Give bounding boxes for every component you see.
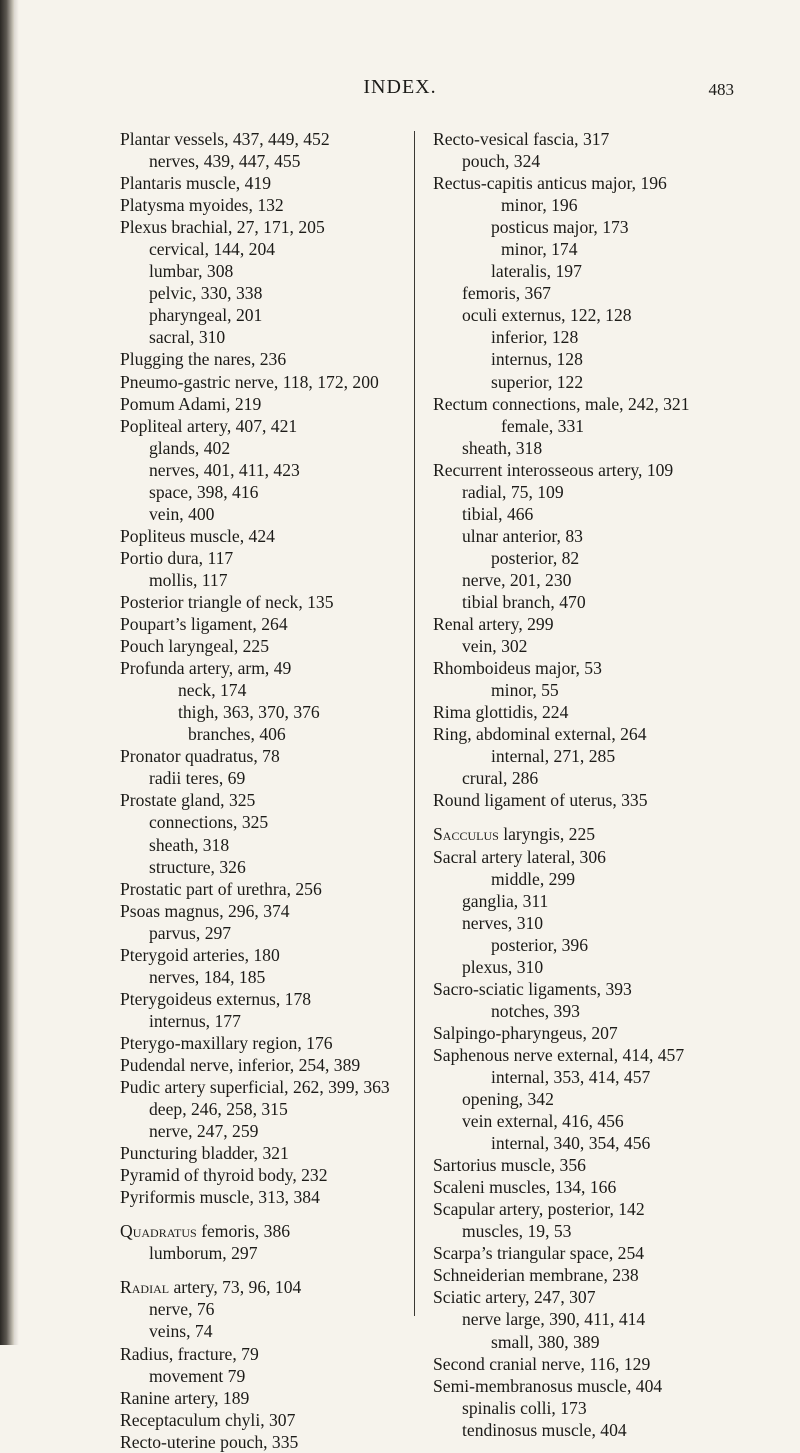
index-entry: small, 380, 389 [491,1331,600,1352]
binding-edge [14,0,19,1345]
index-entry: Posterior triangle of neck, 135 [120,591,334,612]
entry-lead-word: Radial [120,1277,170,1298]
index-entry: opening, 342 [462,1089,554,1110]
index-entry: Pudendal nerve, inferior, 254, 389 [120,1054,361,1075]
index-entry: plexus, 310 [462,956,544,977]
index-entry: Ring, abdominal external, 264 [433,724,647,745]
index-entry: ganglia, 311 [462,890,549,911]
index-entry: Pterygoideus externus, 178 [120,988,312,1009]
index-entry: posterior, 82 [491,547,580,568]
index-entry: Sciatic artery, 247, 307 [433,1287,596,1308]
index-entry: pharyngeal, 201 [149,305,263,326]
index-entry: Scarpa’s triangular space, 254 [433,1243,645,1264]
index-entry: pouch, 324 [462,151,541,172]
index-entry: Pterygo-maxillary region, 176 [120,1032,333,1053]
index-entry: connections, 325 [149,812,269,833]
index-entry: Rectum connections, male, 242, 321 [433,393,690,414]
entry-lead-word: Sacculus [433,824,499,845]
index-entry: tibial, 466 [462,503,534,524]
index-entry: tibial branch, 470 [462,591,586,612]
index-entry: Sacro-sciatic ligaments, 393 [433,978,632,999]
page-title: INDEX. [363,76,437,98]
index-entry: notches, 393 [491,1000,580,1021]
index-entry: inferior, 128 [491,327,579,348]
index-entry: minor, 55 [491,680,559,701]
index-entry: minor, 196 [501,195,578,216]
index-entry: Pouch laryngeal, 225 [120,636,270,657]
index-entry: sheath, 318 [149,834,230,855]
column-divider [414,131,415,1316]
index-entry: lumborum, 297 [149,1243,258,1264]
index-entry: female, 331 [501,415,585,436]
index-entry: Ranine artery, 189 [120,1387,250,1408]
index-entry: nerves, 310 [462,912,544,933]
index-entry: Poupart’s ligament, 264 [120,614,288,635]
index-entry: Popliteus muscle, 424 [120,525,275,546]
index-entry: Pyramid of thyroid body, 232 [120,1165,328,1186]
index-entry: muscles, 19, 53 [462,1221,572,1242]
index-entry: Round ligament of uterus, 335 [433,790,648,811]
index-entry: femoris, 367 [462,283,551,304]
index-entry: Platysma myoides, 132 [120,195,284,216]
index-entry: Puncturing bladder, 321 [120,1143,289,1164]
index-entry: tendinosus muscle, 404 [462,1419,627,1440]
index-entry: Pudic artery superficial, 262, 399, 363 [120,1077,390,1098]
index-entry: glands, 402 [149,437,231,458]
index-entry: Salpingo-pharyngeus, 207 [433,1022,618,1043]
index-entry: radii teres, 69 [149,768,246,789]
index-entry: Plugging the nares, 236 [120,349,287,370]
index-entry: nerve large, 390, 411, 414 [462,1309,646,1330]
index-entry: Semi-membranosus muscle, 404 [433,1375,663,1396]
index-entry: vein, 400 [149,503,215,524]
index-entry: sacral, 310 [149,327,226,348]
index-entry: Recurrent interosseous artery, 109 [433,459,674,480]
index-entry: ulnar anterior, 83 [462,525,583,546]
index-entry: nerves, 439, 447, 455 [149,151,301,172]
index-entry: Radius, fracture, 79 [120,1343,259,1364]
index-entry: Rectus-capitis anticus major, 196 [433,173,667,194]
page-number: 483 [708,80,734,99]
index-entry: Sacculus laryngis, 225 [433,824,596,845]
index-entry: space, 398, 416 [149,481,259,502]
index-entry: Rhomboideus major, 53 [433,658,602,679]
index-entry: cervical, 144, 204 [149,239,276,260]
index-entry: Scapular artery, posterior, 142 [433,1199,645,1220]
index-entry: nerve, 201, 230 [462,569,572,590]
index-entry: internal, 340, 354, 456 [491,1133,651,1154]
index-entry: Rima glottidis, 224 [433,702,569,723]
index-entry: Plantar vessels, 437, 449, 452 [120,129,330,149]
index-entry: internus, 177 [149,1010,241,1031]
index-entry: nerves, 184, 185 [149,966,266,987]
index-entry: Quadratus femoris, 386 [120,1221,291,1242]
index-entry: Recto-vesical fascia, 317 [433,129,610,149]
index-entry: internal, 353, 414, 457 [491,1066,651,1087]
index-entry: crural, 286 [462,768,539,789]
index-entry: posticus major, 173 [491,217,629,238]
index-entry: radial, 75, 109 [462,481,564,502]
index-entry: Second cranial nerve, 116, 129 [433,1353,651,1374]
index-entry: neck, 174 [178,680,247,701]
index-entry: veins, 74 [149,1321,213,1342]
index-entry: Sacral artery lateral, 306 [433,846,606,867]
index-entry: movement 79 [149,1365,246,1386]
index-entry: Schneiderian membrane, 238 [433,1265,639,1286]
index-entry: oculi externus, 122, 128 [462,305,632,326]
index-entry: Pterygoid arteries, 180 [120,944,280,965]
index-entry: minor, 174 [501,239,578,260]
index-entry: parvus, 297 [149,922,232,943]
index-entry: spinalis colli, 173 [462,1397,587,1418]
index-entry: nerve, 247, 259 [149,1121,259,1142]
index-entry: structure, 326 [149,856,246,877]
index-entry: superior, 122 [491,371,584,392]
index-entry: branches, 406 [188,724,286,745]
index-entry: Sartorius muscle, 356 [433,1155,586,1176]
index-entry: nerves, 401, 411, 423 [149,459,300,480]
index-entry: Prostatic part of urethra, 256 [120,878,322,899]
index-entry: Pomum Adami, 219 [120,393,262,414]
index-entry: Recto-uterine pouch, 335 [120,1431,299,1452]
index-entry: Popliteal artery, 407, 421 [120,415,298,436]
index-entry: sheath, 318 [462,437,543,458]
index-entry: Pneumo-gastric nerve, 118, 172, 200 [120,371,379,392]
book-binding-shadow [0,0,14,1345]
index-entry: Saphenous nerve external, 414, 457 [433,1044,685,1065]
index-entry: internal, 271, 285 [491,746,616,767]
index-entry: posterior, 396 [491,934,589,955]
index-column-right [433,128,778,1441]
index-entry: pelvic, 330, 338 [149,283,263,304]
index-entry: nerve, 76 [149,1299,215,1320]
index-entry: thigh, 363, 370, 376 [178,702,320,723]
index-entry: middle, 299 [491,868,576,889]
page-header [0,76,800,100]
index-entry: Profunda artery, arm, 49 [120,658,292,679]
index-entry: vein external, 416, 456 [462,1111,624,1132]
index-entry: Plantaris muscle, 419 [120,173,271,194]
index-entry: Scaleni muscles, 134, 166 [433,1177,617,1198]
index-entry: Pyriformis muscle, 313, 384 [120,1187,320,1208]
index-entry: Psoas magnus, 296, 374 [120,900,290,921]
index-entry: internus, 128 [491,349,583,370]
index-entry: Renal artery, 299 [433,614,554,635]
entry-lead-word: Quadratus [120,1221,197,1242]
index-entry: lumbar, 308 [149,261,234,282]
index-entry: mollis, 117 [149,569,228,590]
index-entry: Pronator quadratus, 78 [120,746,280,767]
index-entry: lateralis, 197 [491,261,582,282]
index-entry: vein, 302 [462,636,528,657]
index-entry: Prostate gland, 325 [120,790,256,811]
index-entry: deep, 246, 258, 315 [149,1099,288,1120]
index-entry: Plexus brachial, 27, 171, 205 [120,217,325,238]
index-entry: Radial artery, 73, 96, 104 [120,1277,302,1298]
index-entry: Portio dura, 117 [120,547,234,568]
index-entry: Receptaculum chyli, 307 [120,1409,296,1430]
